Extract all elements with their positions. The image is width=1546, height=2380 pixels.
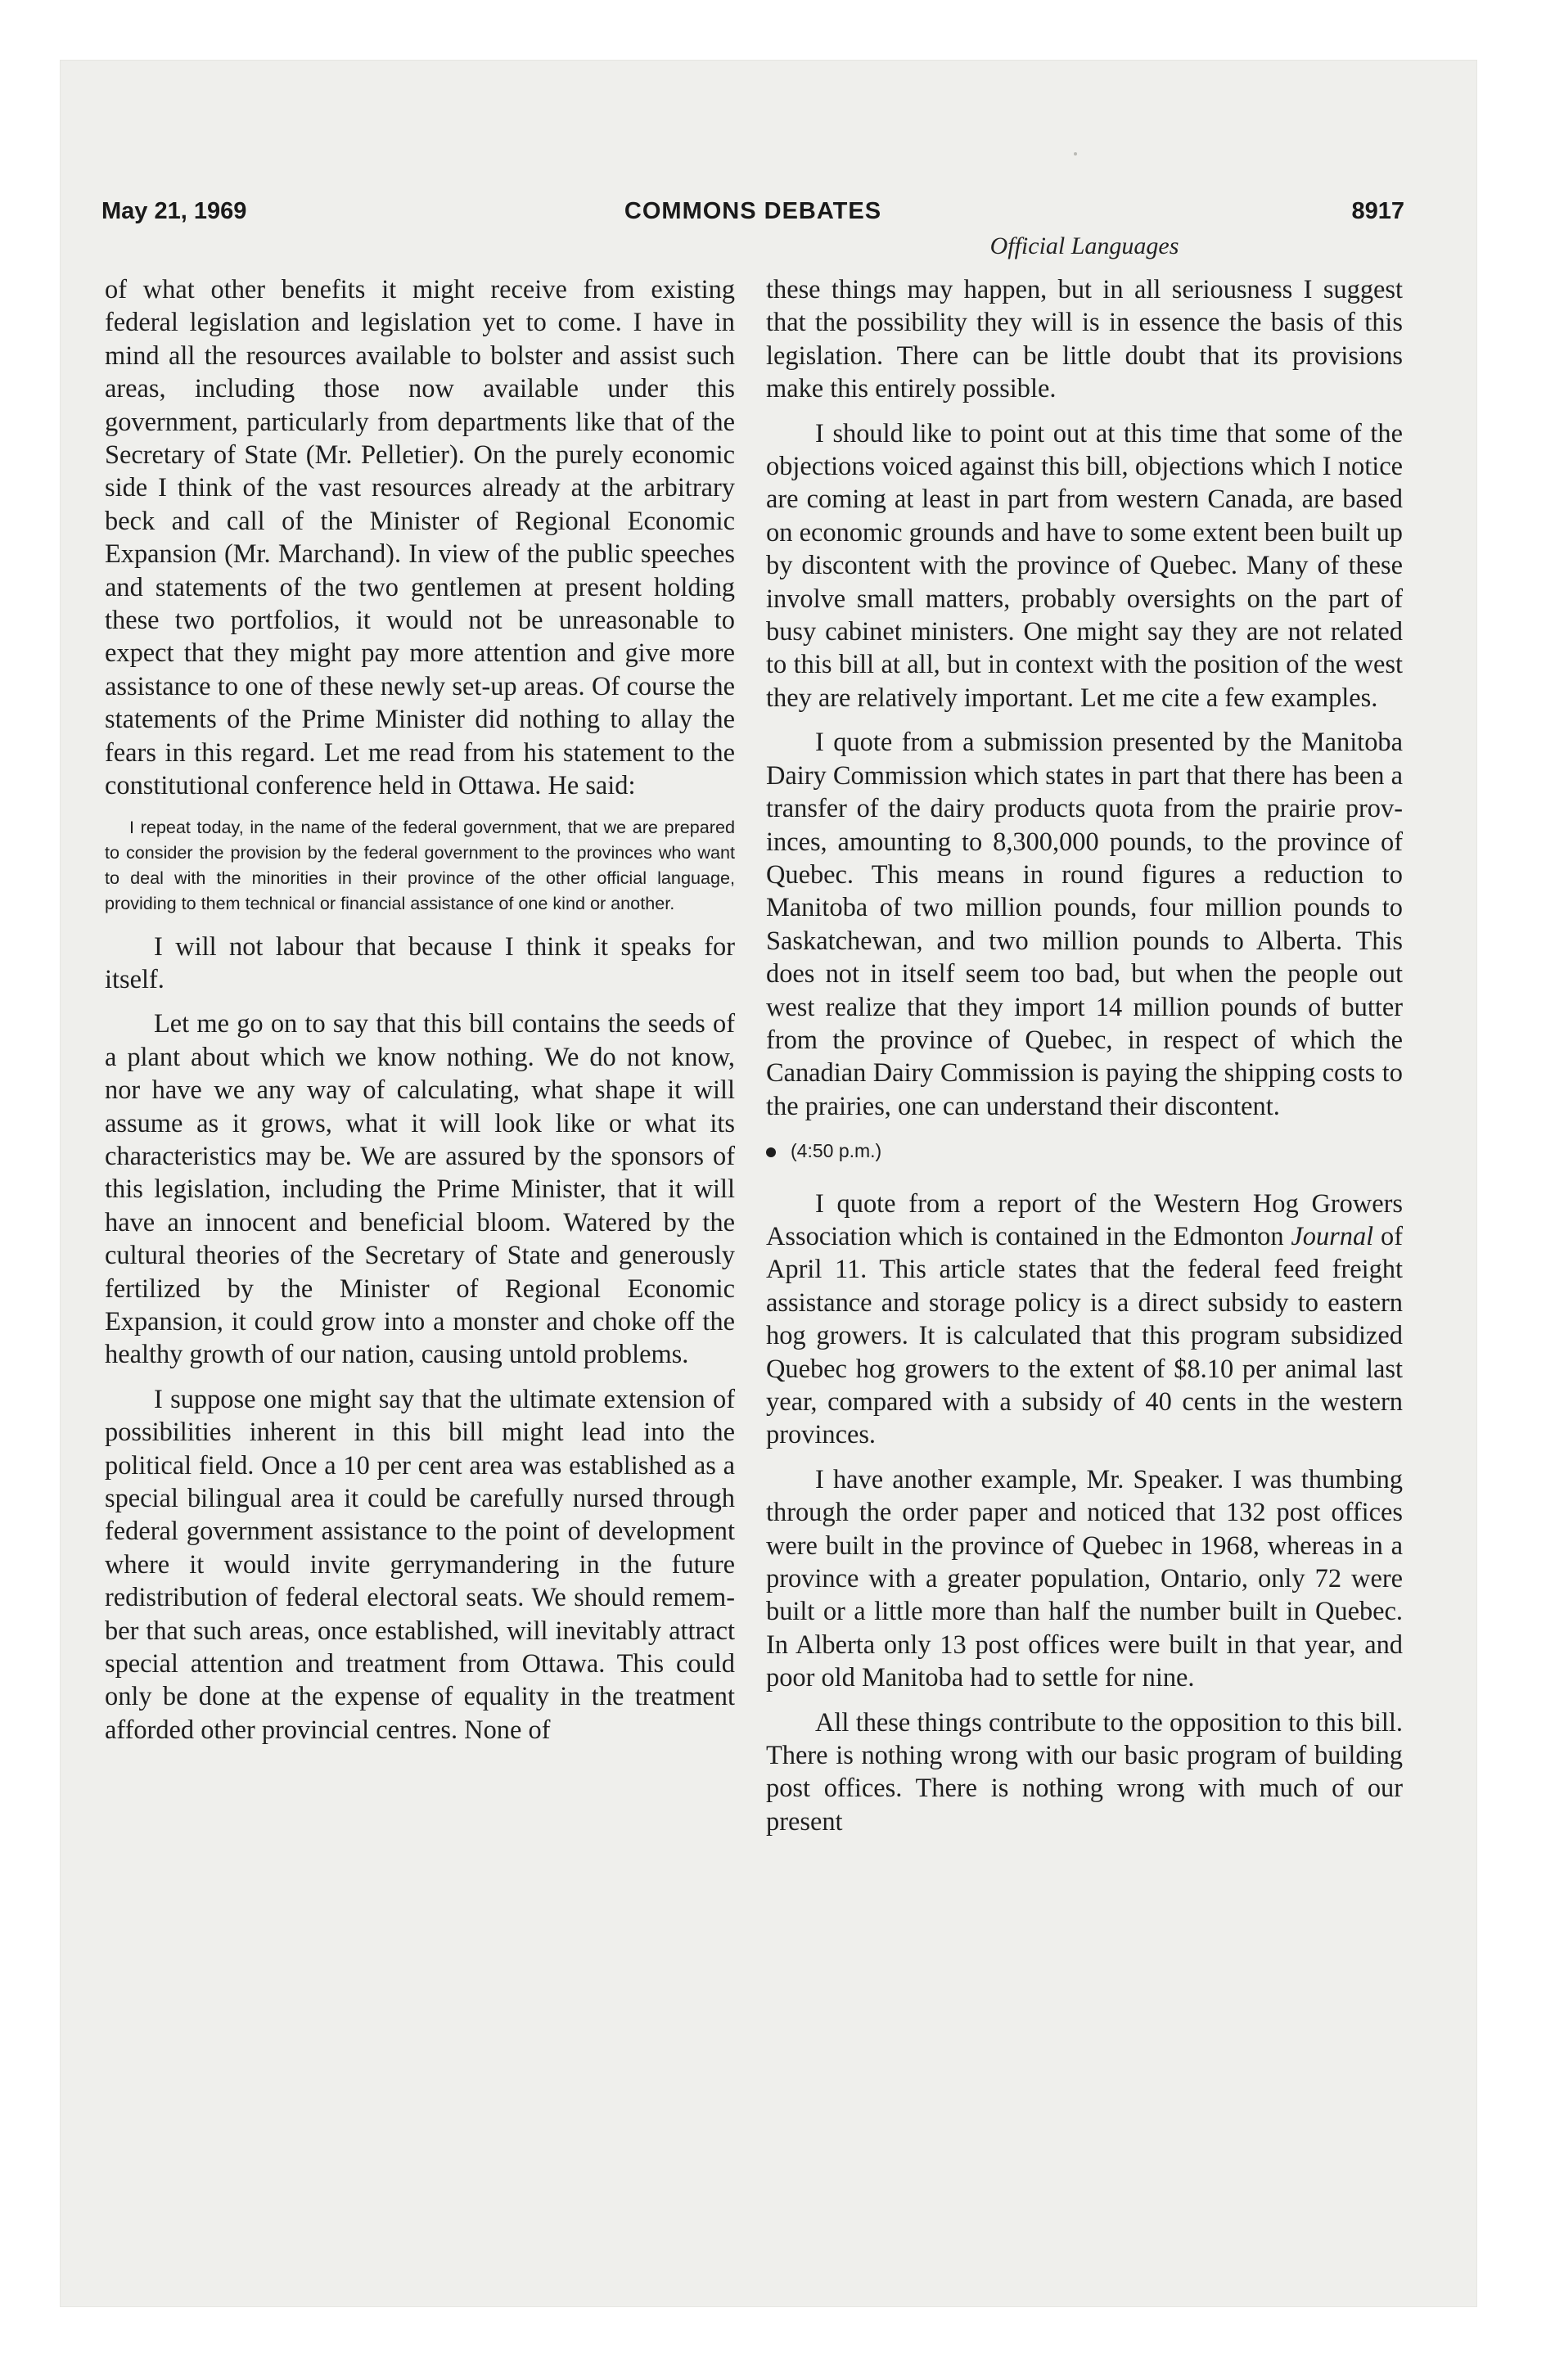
left-paragraph-1: of what other benefits it might receive from existing federal legislation and legislation yet to come. I have in mind all the resources available to bolster and assist such areas, including those now available under this government, particularly from departments like that of the Secretary of State (Mr. Pelletier). On the purely economic side I think of the vast resources already at the arbitrary beck and call of the Minister of Regional Economic Expansion (Mr. Marchand). In view of the public speeches and statements of the two gentlemen at present holding these two portfolios, it would not be unreasonable to expect that they might pay more attention and give more assistance to one of these newly set-up areas. Of course the statements of the Prime Minister did nothing to allay the fears in this regard. Let me read from his statement to the constitutional conference held in Ottawa. He said:	[105, 275, 735, 801]
page-header	[101, 198, 1404, 231]
left-block-quote	[105, 814, 735, 916]
paragraph-4-start: I quote from a report of the Western Hog Growers Association which is contained in the Edmonton	[766, 1188, 1403, 1251]
left-paragraph-3: Let me go on to say that this bill contains the seeds of a plant about which we know nothing. We do not know, nor have we any way of calculating, what shape it will assume as it grows, what it will look like or what its characteristics may be. We are assured by the sponsors of this legislation, including the Prime Minister, that it will have an innocent and beneficial bloom. Watered by the cultural theories of the Secretary of State and generously fertilized by the Minister of Regional Economic Expansion, it could grow into a monster and choke off the healthy growth of our nation, causing untold problems.	[105, 1009, 735, 1370]
bullet-icon	[766, 1147, 776, 1157]
timestamp-marker	[766, 1134, 1403, 1167]
header-page-number: 8917	[1351, 198, 1404, 224]
right-paragraph-2: I should like to point out at this time that some of the objections voiced against this bill, objections which I notice are coming at least in part from western Canada, are based on economic grounds and have to some extent been built up by discontent with the province of Quebec. Many of these involve small matters, probably oversights on the part of busy cabinet ministers. One might say they are not related to this bill at all, but in context with the position of the west they are relatively important. Let me cite a few examples.	[766, 418, 1403, 713]
header-date: May 21, 1969	[101, 198, 247, 224]
left-paragraph-2: I will not labour that because I think it speaks for itself.	[105, 931, 735, 994]
header-title: COMMONS DEBATES	[624, 198, 882, 224]
left-column	[105, 273, 735, 1758]
right-paragraph-1: these things may happen, but in all seriousness I suggest that the possibility they will is in essence the basis of this legislation. There can be little doubt that its provisions make this entirely possible.	[766, 275, 1403, 404]
paper-speck	[1074, 152, 1077, 156]
page-sheet	[61, 61, 1476, 2306]
timestamp-text: (4:50 p.m.)	[791, 1140, 882, 1162]
section-heading: Official Languages	[989, 232, 1179, 259]
paragraph-4-end: of April 11. This article states that the federal feed freight assistance and storage policy is a direct subsidy to eastern hog growers. It is calculated that this program subsidized Quebec hog growers to the extent of $8.10 per animal last year, compared with a subsidy of 40 cents in the western provinces.	[766, 1221, 1403, 1450]
left-paragraph-4: I suppose one might say that the ultimate extension of possibilities inherent in this bill might lead into the political field. Once a 10 per cent area was established as a special bilingual area it could be carefully nursed through federal government assistance to the point of development where it would invite gerrymandering in the future redistribution of federal electoral seats. We should remember that such areas, once established, will inevitably attract special attention and treatment from Ottawa. This could only be done at the expense of equality in the treatment afforded other provincial centres. None of	[105, 1384, 735, 1745]
right-paragraph-5: I have another example, Mr. Speaker. I was thumbing through the order paper and noticed that 132 post offices were built in the province of Quebec in 1968, whereas in a province with a greater population, Ontario, only 72 were built or a little more than half the number built in Quebec. In Alberta only 13 post offices were built in that year, and poor old Manitoba had to settle for nine.	[766, 1464, 1403, 1693]
journal-italic: Journal	[1291, 1221, 1374, 1251]
right-paragraph-6: All these things contribute to the opposition to this bill. There is nothing wrong with our basic program of building post offices. There is nothing wrong with much of our present	[766, 1707, 1403, 1837]
right-paragraph-3: I quote from a submission presented by the Manitoba Dairy Commission which states in part that there has been a transfer of the dairy products quota from the prairie provinces, amounting to 8,300,000 pounds, to the province of Quebec. This means in round figures a reduction to Manitoba of two million pounds, four million pounds to Saskatchewan, and two million pounds to Alberta. This does not in itself seem too bad, but when the people out west realize that they import 14 million pounds of butter from the province of Quebec, in respect of which the Canadian Dairy Commission is paying the shipping costs to the prairies, one can understand their discontent.	[766, 728, 1403, 1121]
right-paragraph-4	[766, 1188, 1403, 1452]
right-column	[766, 273, 1403, 1850]
block-quote-text: I repeat today, in the name of the federal government, that we are prepared to consider the provision by the federal government to the provinces who want to deal with the minorities in their province of the other official language, providing to them technical or financial assistance of one kind or another.	[105, 816, 735, 913]
